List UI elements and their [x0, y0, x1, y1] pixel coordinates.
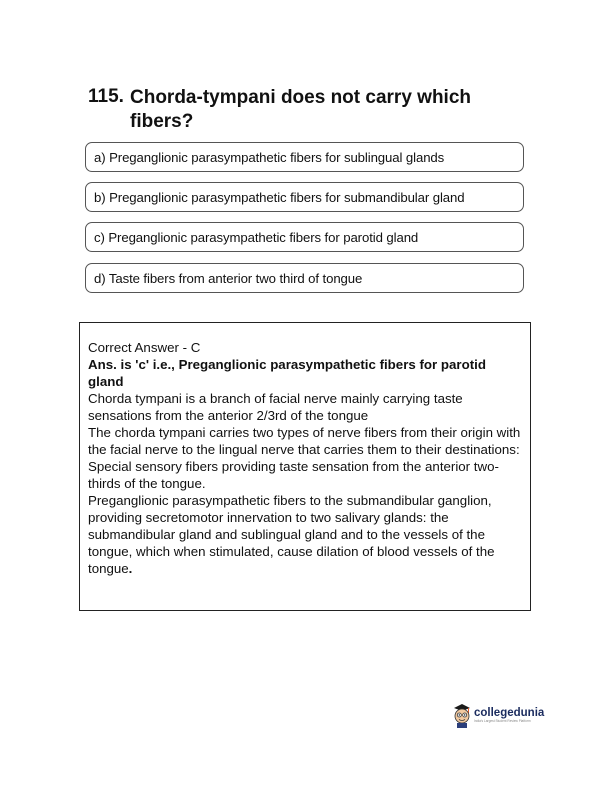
answer-body-2: The chorda tympani carries two types of nerve fibers from their origin with the facial nerve to the lingual nerve that carries them to their destinations: [88, 425, 521, 457]
option-d[interactable] [85, 263, 524, 293]
logo-tagline: India's Largest Student Review Platform [474, 719, 531, 723]
logo-text [474, 707, 544, 723]
answer-body-4-end: . [128, 561, 133, 576]
collegedunia-logo [452, 702, 544, 728]
question-text: Chorda-tympani does not carry which fibers? [130, 87, 471, 132]
option-d-label: d) Taste fibers from anterior two third of tongue [94, 270, 363, 286]
logo-name: collegedunia [474, 707, 545, 719]
correct-answer: Correct Answer - C [88, 340, 201, 355]
option-c[interactable] [85, 222, 524, 252]
answer-box [79, 322, 531, 611]
option-a[interactable] [85, 142, 524, 172]
answer-body-4 [88, 492, 522, 577]
answer-body-3: Special sensory fibers providing taste sensation from the anterior two-thirds of the tongue. [88, 459, 499, 491]
option-b-label: b) Preganglionic parasympathetic fibers for submandibular gland [94, 189, 465, 205]
graduate-mascot-icon [452, 702, 472, 728]
question-number: 115. [88, 86, 124, 107]
option-b[interactable] [85, 182, 524, 212]
option-c-label: c) Preganglionic parasympathetic fibers for parotid gland [94, 229, 419, 245]
option-a-label: a) Preganglionic parasympathetic fibers for sublingual glands [94, 149, 445, 165]
answer-heading: Ans. is 'c' i.e., Preganglionic parasympathetic fibers for parotid gland [88, 357, 486, 389]
answer-body-4-text: Preganglionic parasympathetic fibers to the submandibular ganglion, providing secretomotor innervation to two salivary glands: the submandibular gland and sublingual gland and to the vessels of the tongue, which when stimulated, cause dilation of blood vessels of the tongue [88, 493, 495, 576]
answer-body-1: Chorda tympani is a branch of facial nerve mainly carrying taste sensations from the anterior 2/3rd of the tongue [88, 391, 463, 423]
